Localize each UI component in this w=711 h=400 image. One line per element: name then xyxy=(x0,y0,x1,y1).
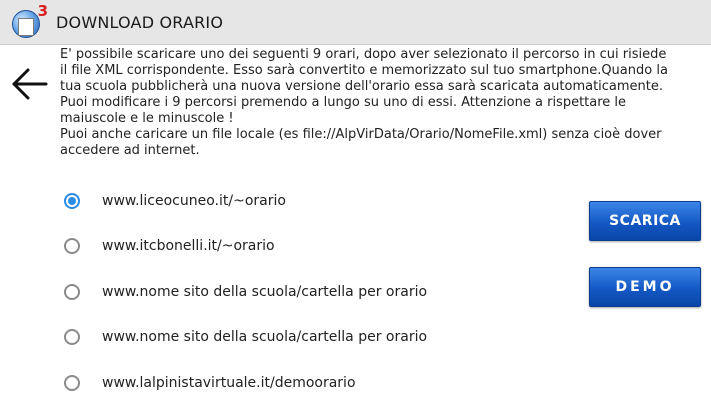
url-option-label: www.itcbonelli.it/~orario xyxy=(102,238,275,254)
radio-button[interactable] xyxy=(64,329,80,345)
radio-button[interactable] xyxy=(64,375,80,391)
url-option-label: www.lalpinistavirtuale.it/demoorario xyxy=(102,375,356,391)
back-arrow-icon[interactable] xyxy=(10,64,50,104)
url-option-5[interactable] xyxy=(64,368,584,398)
radio-button[interactable] xyxy=(64,238,80,254)
instructions-line: E' possibile scaricare uno dei seguenti 9 orari, dopo aver selezionato il percorso in cui risiede xyxy=(60,47,667,62)
instructions-line: Puoi modificare i 9 percorsi premendo a lungo su uno di essi. Attenzione a rispettare le xyxy=(60,95,627,110)
title-bar xyxy=(0,0,711,45)
instructions-line: maiuscole e le minuscole ! xyxy=(60,111,234,126)
url-option-label: www.nome sito della scuola/cartella per orario xyxy=(102,329,428,345)
download-button[interactable]: SCARICA xyxy=(589,201,701,241)
instructions-line: il file XML corrispondente. Esso sarà convertito e memorizzato sul tuo smartphone.Quando la xyxy=(60,63,668,78)
url-option-2[interactable] xyxy=(64,231,584,261)
radio-button[interactable] xyxy=(64,193,80,209)
instructions-line: accedere ad internet. xyxy=(60,143,200,158)
radio-button[interactable] xyxy=(64,284,80,300)
instructions-text xyxy=(60,47,705,159)
url-option-4[interactable] xyxy=(64,322,584,352)
demo-button[interactable]: DEMO xyxy=(589,267,701,307)
page-title: DOWNLOAD ORARIO xyxy=(56,12,224,32)
instructions-line: Puoi anche caricare un file locale (es file://AlpVirData/Orario/NomeFile.xml) senza cioè dover xyxy=(60,127,662,142)
url-option-label: www.nome sito della scuola/cartella per orario xyxy=(102,284,428,300)
url-option-1[interactable] xyxy=(64,186,584,216)
globe-schedule-icon xyxy=(12,2,48,38)
app-icon-sheet xyxy=(18,18,34,36)
url-option-label: www.liceocuneo.it/~orario xyxy=(102,193,286,209)
app-icon-badge: 3 xyxy=(37,2,48,20)
url-option-3[interactable] xyxy=(64,277,584,307)
instructions-line: tua scuola pubblicherà una nuova versione dell'orario essa sarà scaricata automaticamente. xyxy=(60,79,664,94)
